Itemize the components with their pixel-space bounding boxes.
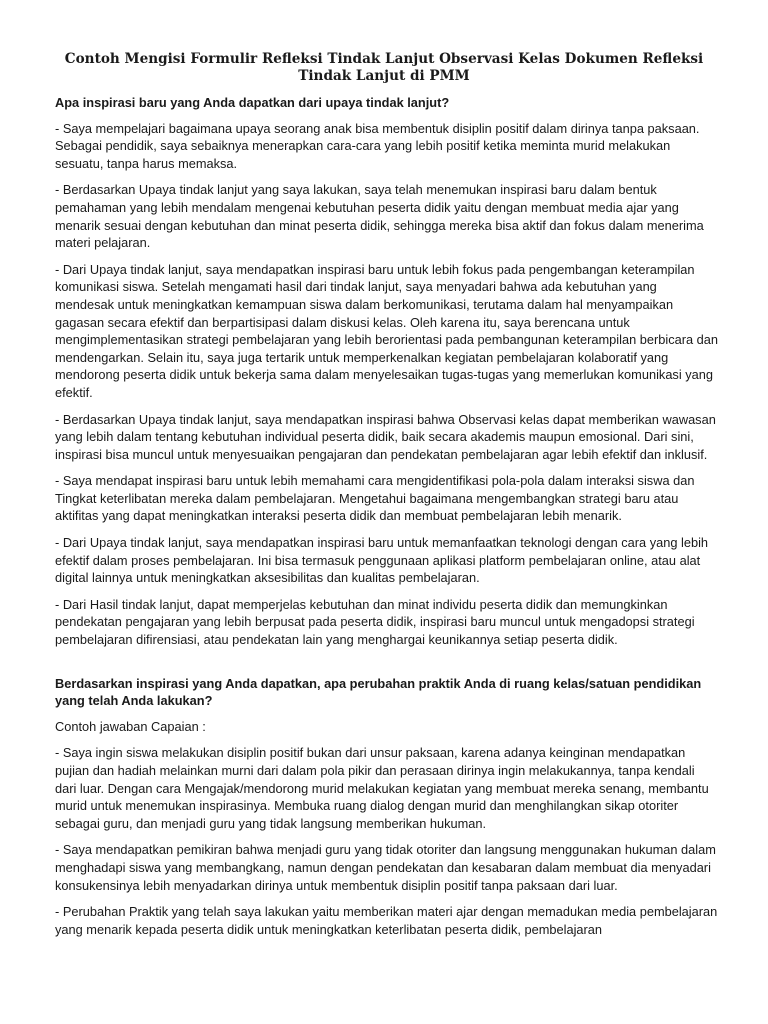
section1-paragraph: - Saya mendapat inspirasi baru untuk lebih memahami cara mengidentifikasi pola-pola dalam interaksi siswa dan Tingkat keterlibatan mereka dalam pembelajaran. Mengetahui bagaimana mengembangkan strategi baru atau aktifitas yang dapat meningkatkan interaksi peserta didik dan membuat pembelajaran lebih menarik. [55, 473, 695, 524]
section1-paragraph: - Berdasarkan Upaya tindak lanjut yang saya lakukan, saya telah menemukan inspirasi baru dalam bentuk pemahaman yang lebih mendalam mengenai kebutuhan peserta didik yaitu dengan membuat media ajar yang menarik sesuai dengan kebutuhan dan minat peserta didik, sehingga mereka bisa aktif dan fokus dalam menerima materi pelajaran. [55, 182, 704, 251]
section2-paragraph: - Saya mendapatkan pemikiran bahwa menjadi guru yang tidak otoriter dan langsung menggunakan hukuman dalam menghadapi siswa yang membangkang, namun dengan pendekatan dan kesabaran dalam membuat dia menyadari konsukensinya lebih menyadarkan dirinya untuk membentuk disiplin positif tanpa paksaan dari luar. [55, 842, 716, 893]
section1-paragraph: - Berdasarkan Upaya tindak lanjut, saya mendapatkan inspirasi bahwa Observasi kelas dapat memberikan wawasan yang lebih dalam tentang kebutuhan individual peserta didik, baik secara akademis maupun emosional. Dari sini, inspirasi bisa muncul untuk menyesuaikan pengajaran dan pendekatan pembelajaran agar lebih efektif dan inklusif. [55, 411, 716, 462]
section2-paragraph: - Saya ingin siswa melakukan disiplin positif bukan dari unsur paksaan, karena adanya keinginan mendapatkan pujian dan hadiah melainkan murni dari dalam pola pikir dan perasaan dirinya ingin melakukannya, tanpa kendali dari luar. Dengan cara Mengajak/mendorong murid melakukan kegiatan yang membuat mereka senang, membantu murid untuk menemukan inspirasinya. Membuka ruang dialog dengan murid dan menghilangkan sikap otoriter sebagai guru, dan menjadi guru yang tidak langsung memberikan hukuman. [55, 745, 709, 831]
section1-paragraph: - Saya mempelajari bagaimana upaya seorang anak bisa membentuk disiplin positif dalam dirinya tanpa paksaan. Sebagai pendidik, saya sebaiknya menerapkan cara-cara yang lebih positif ketika meminta murid melakukan sesuatu, tanpa harus memaksa. [55, 120, 700, 171]
section1-paragraph: - Dari Hasil tindak lanjut, dapat memperjelas kebutuhan dan minat individu peserta didik dan memungkinkan pendekatan pengajaran yang lebih berpusat pada peserta didik, inspirasi baru muncul untuk mengadopsi strategi pembelajaran difirensiasi, atau pendekatan lain yang menghargai keunikannya setiap peserta didik. [55, 596, 695, 648]
document-title: Contoh Mengisi Formulir Refleksi Tindak Lanjut Observasi Kelas Dokumen Refleksi Tindak Lanjut di PMM [64, 51, 704, 84]
section1-question: Apa inspirasi baru yang Anda dapatkan dari upaya tindak lanjut? [55, 95, 450, 110]
section2-question: Berdasarkan inspirasi yang Anda dapatkan, apa perubahan praktik Anda di ruang kelas/satuan pendidikan yang telah Anda lakukan? [55, 675, 702, 709]
section1-paragraph: - Dari Upaya tindak lanjut, saya mendapatkan inspirasi baru untuk memanfaatkan teknologi dengan cara yang lebih efektif dalam proses pembelajaran. Ini bisa termasuk penggunaan aplikasi platform pembelajaran online, atau alat digital lainnya untuk meningkatkan aksesibilitas dan kualitas pembelajaran. [55, 535, 709, 586]
section2-subheading: Contoh jawaban Capaian : [55, 718, 206, 734]
document-body [55, 94, 719, 947]
section2-paragraph: - Perubahan Praktik yang telah saya lakukan yaitu memberikan materi ajar dengan memadukan media pembelajaran yang menarik kepada peserta didik untuk meningkatkan keterlibatan peserta didik, pembelajaran [55, 904, 718, 937]
section1-paragraph: - Dari Upaya tindak lanjut, saya mendapatkan inspirasi baru untuk lebih fokus pada pengembangan keterampilan komunikasi siswa. Setelah mengamati hasil dari tindak lanjut, saya menyadari bahwa ada kebutuhan yang mendesak untuk meningkatkan kemampuan siswa dalam berkomunikasi, terutama dalam hal menyampaikan gagasan secara efektif dan berpartisipasi dalam diskusi kelas. Oleh karena itu, saya berencana untuk mengimplementasikan strategi pembelajaran yang lebih berorientasi pada pembangunan keterampilan berbicara dan mendengarkan. Selain itu, saya juga tertarik untuk memperkenalkan kegiatan pembelajaran kolaboratif yang mendorong peserta didik untuk bekerja sama dalam menyelesaikan tugas-tugas yang memerlukan komunikasi yang efektif. [55, 261, 719, 400]
